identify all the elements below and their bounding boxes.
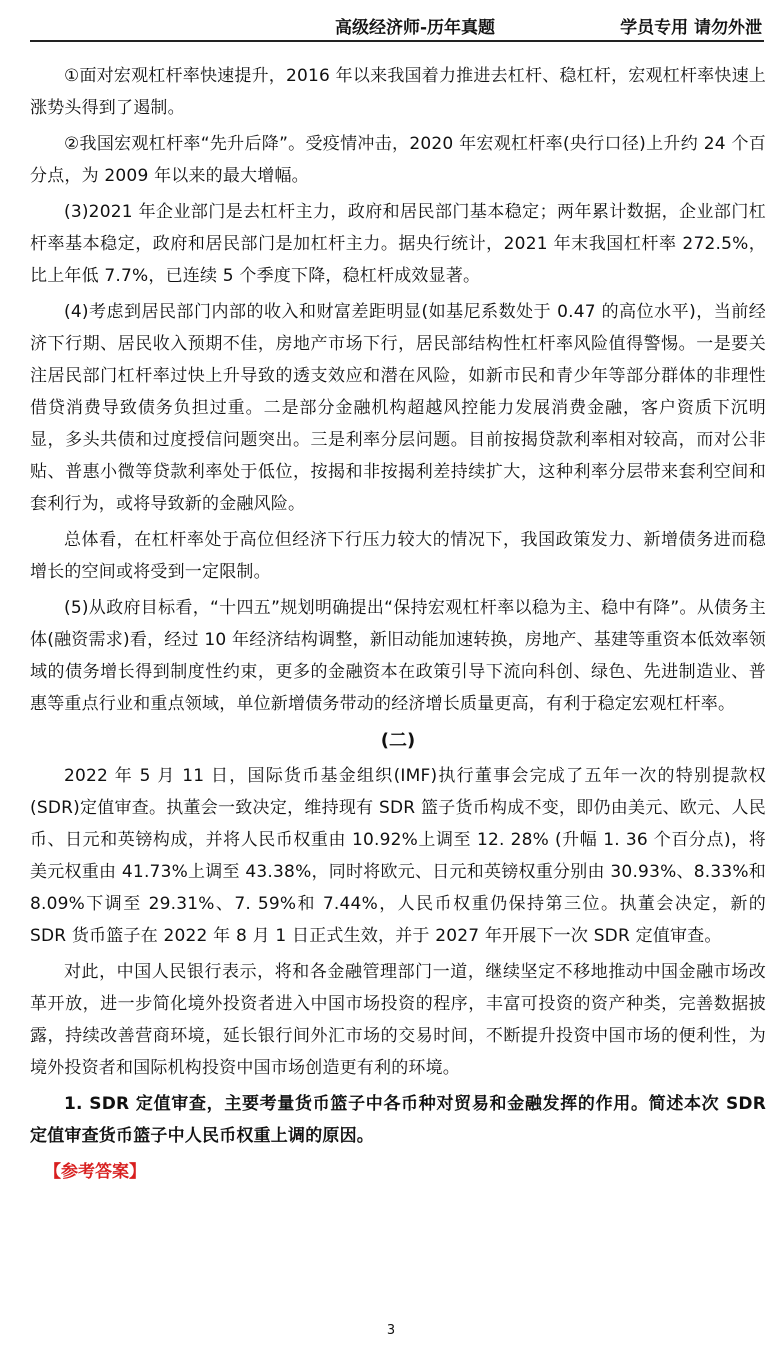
paragraph: ①面对宏观杠杆率快速提升，2016 年以来我国着力推进去杠杆、稳杠杆，宏观杠杆率快速上涨势头得到了遏制。 xyxy=(30,66,766,118)
paragraph: 2022 年 5 月 11 日，国际货币基金组织(IMF)执行董事会完成了五年一次的特别提款权(SDR)定值审查。执董会一致决定，维持现有 SDR 篮子货币构成不变，即仍由美元、欧元、人民币、日元和英镑构成，并将人民币权重由 10.92%上调至 12. 28% (升幅 1. 36 个百分点)，将美元权重由 41.73%上调至 43.38%，同时将欧元、日元和英镑权重分别由 30.93%、8.33%和 8.09%下调至 29.31%、7. 59%和 7.44%，人民币权重仍保持第三位。执董会决定，新的 SDR 货币篮子在 2022 年 8 月 1 日正式生效，并于 2027 年开展下一次 SDR 定值审查。 xyxy=(30,766,766,946)
main-content xyxy=(30,60,766,1188)
paragraph: 对此，中国人民银行表示，将和各金融管理部门一道，继续坚定不移地推动中国金融市场改革开放，进一步简化境外投资者进入中国市场投资的程序，丰富可投资的资产种类，完善数据披露，持续改善营商环境，延长银行间外汇市场的交易时间，不断提升投资中国市场的便利性，为境外投资者和国际机构投资中国市场创造更有利的环境。 xyxy=(30,962,766,1078)
page-header xyxy=(30,0,764,42)
page-number: 3 xyxy=(386,1323,396,1338)
paragraph: 总体看，在杠杆率处于高位但经济下行压力较大的情况下，我国政策发力、新增债务进而稳增长的空间或将受到一定限制。 xyxy=(30,530,766,582)
paragraph: (5)从政府目标看，“十四五”规划明确提出“保持宏观杠杆率以稳为主、稳中有降”。从债务主体(融资需求)看，经过 10 年经济结构调整，新旧动能加速转换，房地产、基建等重资本低效率领域的债务增长得到制度性约束，更多的金融资本在政策引导下流向科创、绿色、先进制造业、普惠等重点行业和重点领域，单位新增债务带动的经济增长质量更高，有利于稳定宏观杠杆率。 xyxy=(30,598,766,714)
paragraph: (4)考虑到居民部门内部的收入和财富差距明显(如基尼系数处于 0.47 的高位水平)，当前经济下行期、居民收入预期不佳，房地产市场下行，居民部结构性杠杆率风险值得警惕。一是要关注居民部门杠杆率过快上升导致的透支效应和潜在风险，如新市民和青少年等部分群体的非理性借贷消费导致债务负担过重。二是部分金融机构超越风控能力发展消费金融，客户资质下沉明显，多头共债和过度授信问题突出。三是利率分层问题。目前按揭贷款利率相对较高，而对公非贴、普惠小微等贷款利率处于低位，按揭和非按揭利差持续扩大，这种利率分层带来套利空间和套利行为，或将导致新的金融风险。 xyxy=(30,302,766,514)
paragraph: ②我国宏观杠杆率“先升后降”。受疫情冲击，2020 年宏观杠杆率(央行口径)上升约 24 个百分点，为 2009 年以来的最大增幅。 xyxy=(30,134,766,186)
answer-label: 【参考答案】 xyxy=(44,1162,146,1182)
paragraph: (3)2021 年企业部门是去杠杆主力，政府和居民部门基本稳定；两年累计数据，企业部门杠杆率基本稳定，政府和居民部门是加杠杆主力。据央行统计，2021 年末我国杠杆率 272.5%，比上年低 7.7%，已连续 5 个季度下降，稳杠杆成效显著。 xyxy=(30,202,766,286)
section-title: (二) xyxy=(380,730,416,751)
question: 1. SDR 定值审查，主要考量货币篮子中各币种对贸易和金融发挥的作用。简述本次 SDR 定值审查货币篮子中人民币权重上调的原因。 xyxy=(30,1094,766,1146)
header-confidential-note: 学员专用 请勿外泄 xyxy=(620,18,762,38)
header-title: 高级经济师-历年真题 xyxy=(335,18,496,38)
